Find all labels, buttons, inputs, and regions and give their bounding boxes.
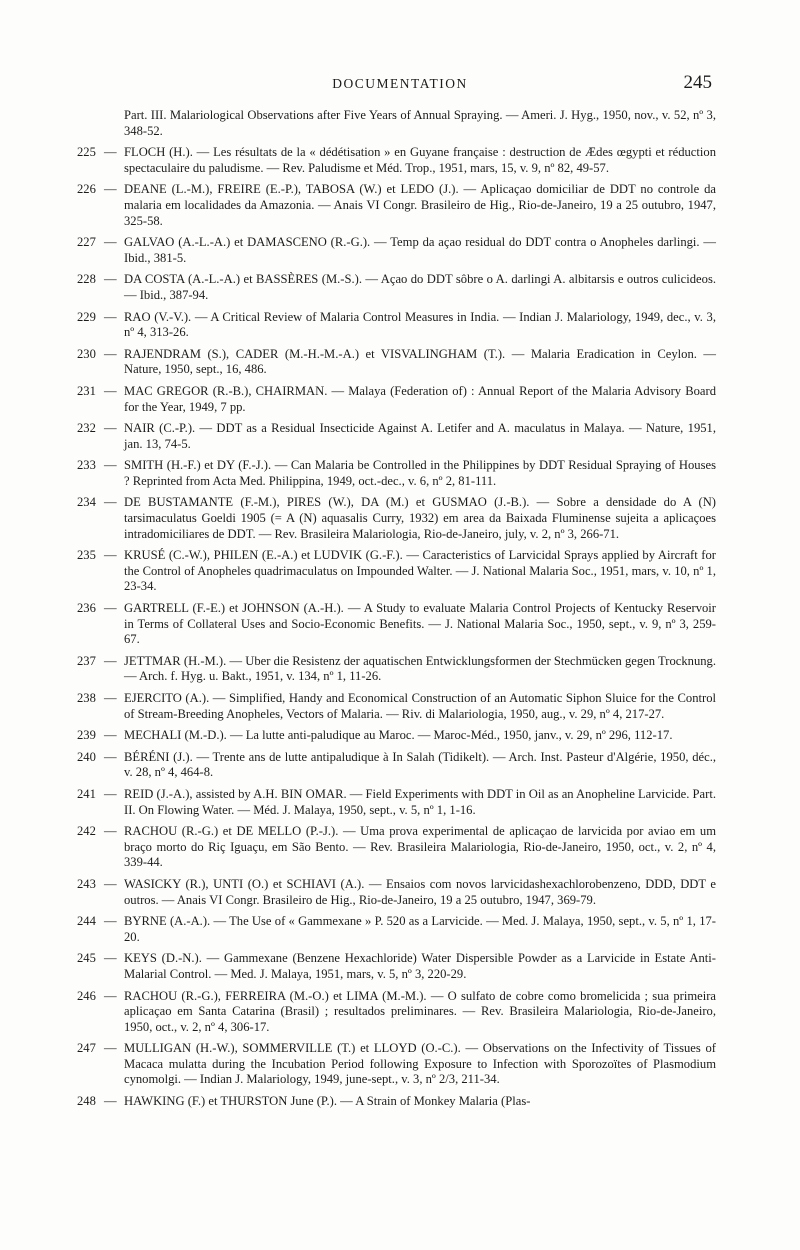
entry-citation: BYRNE (A.-A.). — The Use of « Gammexane » P. 520 as a Larvicide. — Med. J. Malaya, 1950, sept., v. 5, nº 1, 17-20. <box>124 914 716 944</box>
bibliography-entry <box>0 458 800 489</box>
entry-dash: — <box>104 876 117 891</box>
running-title: DOCUMENTATION <box>332 76 468 91</box>
entry-dash: — <box>104 383 117 398</box>
entry-dash: — <box>104 458 117 473</box>
bibliography-entry <box>0 654 800 685</box>
bibliography-entry <box>0 1041 800 1088</box>
entry-dash: — <box>104 1094 117 1109</box>
entry-number: 226 <box>77 182 96 197</box>
entry-number: 245 <box>77 951 96 966</box>
bibliography-entry <box>0 989 800 1036</box>
entry-number: 246 <box>77 988 96 1003</box>
entry-citation: DEANE (L.-M.), FREIRE (E.-P.), TABOSA (W.) et LEDO (J.). — Aplicaçao domiciliar de DDT no controle da malaria em localidades da Amazonia. — Anais VI Congr. Brasileiro de Hig., Rio-de-Janeiro, 19 a 25 outubro, 1947, 325-58. <box>124 182 716 228</box>
bibliography-entry <box>0 384 800 415</box>
entry-citation: RACHOU (R.-G.), FERREIRA (M.-O.) et LIMA (M.-M.). — O sulfato de cobre como bromelicida ; sua primeira aplicaçao em Santa Catarina (Brasil) ; resultados preliminares. — Rev. Brasileira Malariologia, Rio-de-Janeiro, 1950, oct., v. 2, nº 4, 306-17. <box>124 988 716 1034</box>
bibliography-entry <box>0 421 800 452</box>
bibliography-entry <box>0 1094 800 1110</box>
entry-citation: REID (J.-A.), assisted by A.H. BIN OMAR. — Field Experiments with DDT in Oil as an Anopheline Larvicide. Part. II. On Flowing Water. — Méd. J. Malaya, 1950, sept., v. 5, nº 1, 1-16. <box>124 786 716 817</box>
entry-dash: — <box>104 495 117 510</box>
entry-number: 234 <box>77 495 96 510</box>
entry-citation: NAIR (C.-P.). — DDT as a Residual Insecticide Against A. Letifer and A. maculatus in Malaya. — Nature, 1951, jan. 13, 74-5. <box>124 421 716 451</box>
bibliography-entry <box>0 914 800 945</box>
bibliography-entry <box>0 108 800 139</box>
bibliography-entry <box>0 601 800 648</box>
bibliography-entry <box>0 877 800 908</box>
entry-citation: BÉRÉNI (J.). — Trente ans de lutte antipaludique à In Salah (Tidikelt). — Arch. Inst. Pasteur d'Algérie, 1950, déc., v. 28, nº 4, 464-8. <box>124 749 716 780</box>
entry-citation: DA COSTA (A.-L.-A.) et BASSÈRES (M.-S.). — Açao do DDT sôbre o A. darlingi A. albitarsis e outros culicideos. — Ibid., 387-94. <box>124 272 716 302</box>
entry-dash: — <box>104 272 117 287</box>
entry-number: 232 <box>77 421 96 436</box>
page-header <box>0 72 800 100</box>
entry-dash: — <box>104 601 117 616</box>
entry-dash: — <box>104 1041 117 1056</box>
entry-citation: GARTRELL (F.-E.) et JOHNSON (A.-H.). — A Study to evaluate Malaria Control Projects of Kentucky Reservoir in Terms of Collateral Uses and Socio-Economic Benefits. — J. National Malaria Soc., 1950, sept., v. 9, nº 3, 259-67. <box>124 601 716 647</box>
bibliography-entry <box>0 787 800 818</box>
bibliography-entry <box>0 548 800 595</box>
bibliography-entry <box>0 691 800 722</box>
entry-citation: RAO (V.-V.). — A Critical Review of Malaria Control Measures in India. — Indian J. Malariology, 1949, dec., v. 3, nº 4, 313-26. <box>124 309 716 340</box>
entry-dash: — <box>104 235 117 250</box>
entry-dash: — <box>104 914 117 929</box>
entry-number: 248 <box>77 1094 96 1109</box>
entry-number: 236 <box>77 601 96 616</box>
entry-citation: DE BUSTAMANTE (F.-M.), PIRES (W.), DA (M.) et GUSMAO (J.-B.). — Sobre a densidade do A (N) tarsimaculatus Goeldi 1905 (= A (N) aquasalis Curry, 1932) em area da Baixada Fluminense sujeita a aplicaçoes intradomiciliares de DDT. — Rev. Brasileira Malariologia, Rio-de-Janeiro, july, v. 2, nº 3, 266-71. <box>124 495 716 541</box>
entry-dash: — <box>104 691 117 705</box>
entry-number: 243 <box>77 876 96 891</box>
entry-citation: MULLIGAN (H.-W.), SOMMERVILLE (T.) et LLOYD (O.-C.). — Observations on the Infectivity of Tissues of Macaca mulatta during the Incubation Period following Exposure to Infection with Sporozoïtes of Plasmodium cynomolgi. — Indian J. Malariology, 1949, june-sept., v. 3, nº 2/3, 211-34. <box>124 1041 716 1087</box>
entry-citation: RACHOU (R.-G.) et DE MELLO (P.-J.). — Uma prova experimental de aplicaçao de larvicida por aviao em um braço morto do Riç Iguaçu, em São Bento. — Rev. Brasileira Malariologia, Rio-de-Janeiro, 1950, oct., v. 2, nº 4, 339-44. <box>124 824 716 870</box>
bibliography-entry <box>0 272 800 303</box>
entry-number: 247 <box>77 1041 96 1056</box>
entry-number: 239 <box>77 728 96 743</box>
bibliography-entry <box>0 347 800 378</box>
bibliography-entry <box>0 824 800 871</box>
entry-number: 229 <box>77 309 96 324</box>
bibliography-entry <box>0 495 800 542</box>
entry-dash: — <box>104 728 117 743</box>
entry-number: 237 <box>77 653 96 668</box>
entry-dash: — <box>104 749 117 764</box>
entry-dash: — <box>104 346 117 361</box>
entry-number: 242 <box>77 824 96 839</box>
entry-number: 241 <box>77 786 96 801</box>
entry-citation: RAJENDRAM (S.), CADER (M.-H.-M.-A.) et VISVALINGHAM (T.). — Malaria Eradication in Ceylon. — Nature, 1950, sept., 16, 486. <box>124 346 716 377</box>
entry-citation: FLOCH (H.). — Les résultats de la « dédétisation » en Guyane française : destruction de Ædes œgypti et réduction spectaculaire du paludisme. — Rev. Paludisme et Méd. Trop., 1951, mars, 15, v. 9, nº 82, 49-57. <box>124 145 716 175</box>
bibliography-entry <box>0 728 800 744</box>
entry-number: 244 <box>77 914 96 929</box>
entry-dash: — <box>104 786 117 801</box>
entry-citation: MECHALI (M.-D.). — La lutte anti-paludique au Maroc. — Maroc-Méd., 1950, janv., v. 29, nº 296, 112-17. <box>124 728 673 743</box>
bibliography-entry <box>0 310 800 341</box>
entry-citation: SMITH (H.-F.) et DY (F.-J.). — Can Malaria be Controlled in the Philippines by DDT Residual Spraying of Houses ? Reprinted from Acta Med. Philippina, 1949, oct.-dec., v. 6, nº 2, 81-111. <box>124 458 716 488</box>
entry-dash: — <box>104 951 117 966</box>
bibliography-entry <box>0 145 800 176</box>
entry-citation: EJERCITO (A.). — Simplified, Handy and Economical Construction of an Automatic Siphon Sluice for the Control of Stream-Breeding Anopheles, Vectors of Malaria. — Riv. di Malariologia, 1950, aug., v. 29, nº 4, 217-27. <box>124 691 716 721</box>
entry-number: 228 <box>77 272 96 287</box>
entry-dash: — <box>104 309 117 324</box>
entry-number: 231 <box>77 383 96 398</box>
bibliography-entry <box>0 235 800 266</box>
entry-citation: Part. III. Malariological Observations after Five Years of Annual Spraying. — Ameri. J. Hyg., 1950, nov., v. 52, nº 3, 348-52. <box>124 108 716 138</box>
entry-citation: KEYS (D.-N.). — Gammexane (Benzene Hexachloride) Water Dispersible Powder as a Larvicide in Estate Anti-Malarial Control. — Med. J. Malaya, 1951, mars, v. 5, nº 3, 220-29. <box>124 951 716 981</box>
entry-citation: JETTMAR (H.-M.). — Uber die Resistenz der aquatischen Entwicklungsformen der Stechmücken gegen Trocknung. — Arch. f. Hyg. u. Bakt., 1951, v. 134, nº 1, 11-26. <box>124 653 716 684</box>
entry-citation: GALVAO (A.-L.-A.) et DAMASCENO (R.-G.). — Temp da açao residual do DDT contra o Anopheles darlingi. — Ibid., 381-5. <box>124 235 716 265</box>
entry-number: 227 <box>77 235 96 250</box>
entry-number: 233 <box>77 458 96 473</box>
entry-citation: WASICKY (R.), UNTI (O.) et SCHIAVI (A.). — Ensaios com novos larvicidashexachlorobenzeno, DDD, DDT e outros. — Anais VI Congr. Brasileiro de Hig., Rio-de-Janeiro, 19 a 25 outubro, 1947, 369-79. <box>124 876 716 907</box>
entry-number: 235 <box>77 548 96 563</box>
entry-dash: — <box>104 824 117 839</box>
entry-dash: — <box>104 421 117 436</box>
entry-citation: KRUSÉ (C.-W.), PHILEN (E.-A.) et LUDVIK (G.-F.). — Caracteristics of Larvicidal Sprays applied by Aircraft for the Control of Anopheles quadrimaculatus on Impounded Walter. — J. National Malaria Soc., 1951, mars, v. 10, nº 1, 23-34. <box>124 548 716 594</box>
entry-number: 240 <box>77 749 96 764</box>
entry-citation: HAWKING (F.) et THURSTON June (P.). — A Strain of Monkey Malaria (Plas- <box>124 1094 531 1109</box>
entry-number: 225 <box>77 145 96 160</box>
bibliography-list <box>0 108 800 1116</box>
entry-dash: — <box>104 988 117 1003</box>
entry-dash: — <box>104 182 117 197</box>
bibliography-entry <box>0 951 800 982</box>
entry-number: 238 <box>77 691 96 705</box>
entry-dash: — <box>104 145 117 160</box>
entry-citation: MAC GREGOR (R.-B.), CHAIRMAN. — Malaya (Federation of) : Annual Report of the Malaria Advisory Board for the Year, 1949, 7 pp. <box>124 383 716 414</box>
entry-dash: — <box>104 548 117 563</box>
entry-number: 230 <box>77 346 96 361</box>
bibliography-entry <box>0 182 800 229</box>
entry-dash: — <box>104 653 117 668</box>
bibliography-entry <box>0 750 800 781</box>
page-number: 245 <box>683 72 712 93</box>
